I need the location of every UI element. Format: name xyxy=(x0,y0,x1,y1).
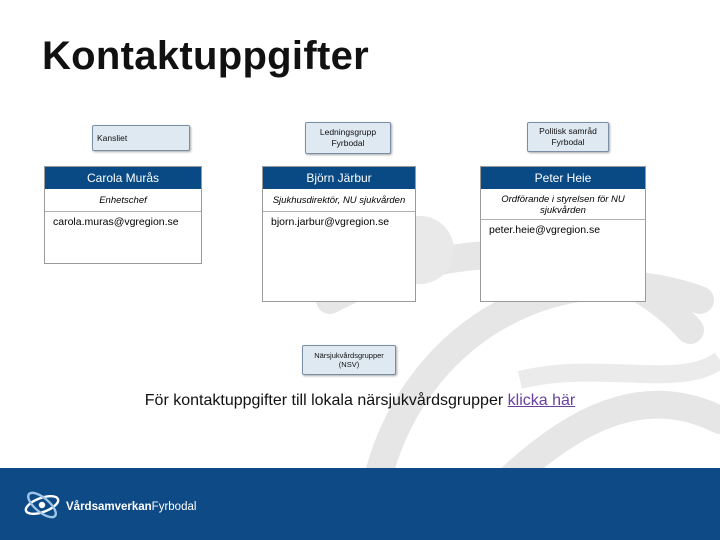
contact-card-carola xyxy=(44,166,202,264)
contact-card-peter xyxy=(480,166,646,302)
slide-title: Kontaktuppgifter xyxy=(42,34,369,78)
contact-role: Ordförande i styrelsen för NU sjukvården xyxy=(481,189,645,220)
brand-name xyxy=(66,501,196,513)
tag-ledningsgrupp: Ledningsgrupp Fyrbodal xyxy=(305,122,391,154)
tag-kansliet: Kansliet xyxy=(92,125,190,151)
contact-role: Enhetschef xyxy=(45,189,201,212)
contact-card-bjorn xyxy=(262,166,416,302)
contact-name: Peter Heie xyxy=(481,167,645,189)
contact-email[interactable]: bjorn.jarbur@vgregion.se xyxy=(271,216,390,228)
swirl-logo-icon xyxy=(22,488,62,522)
brand-light: Fyrbodal xyxy=(151,501,197,513)
bottom-instruction xyxy=(0,392,720,410)
contact-name: Carola Murås xyxy=(45,167,201,189)
contact-email[interactable]: carola.muras@vgregion.se xyxy=(53,216,179,228)
tag-politisk-samrad: Politisk samråd Fyrbodal xyxy=(527,122,609,152)
contact-email[interactable]: peter.heie@vgregion.se xyxy=(489,224,601,236)
contact-name: Björn Järbur xyxy=(263,167,415,189)
contact-role: Sjukhusdirektör, NU sjukvården xyxy=(263,189,415,212)
bottom-text: För kontaktuppgifter till lokala närsjukvårdsgrupper xyxy=(144,392,504,409)
brand-logo xyxy=(22,485,196,525)
brand-bold: Vårdsamverkan xyxy=(66,501,152,513)
klicka-har-link[interactable]: klicka här xyxy=(507,392,576,409)
tag-narsjukvardsgrupper: Närsjukvårdsgrupper (NSV) xyxy=(302,345,396,375)
